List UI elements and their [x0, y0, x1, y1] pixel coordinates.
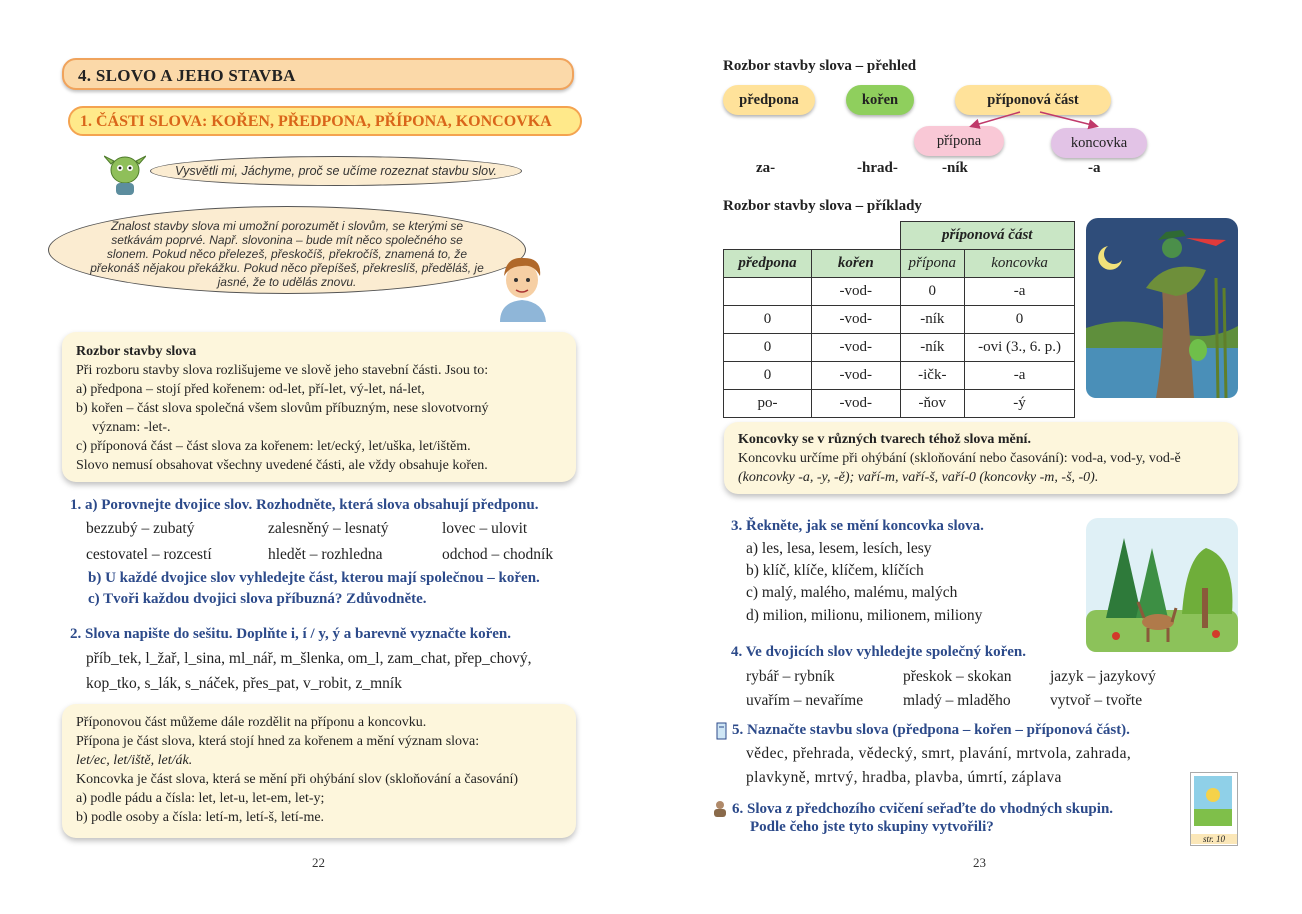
speech-bubble-answer: Znalost stavby slova mi umožní porozumět i slovům, se kterými se setkávám poprvé. Např. slovonina – bude mít něco společného se slonem. Pokud něco přelezeš, přeskočíš, překročíš, znamená to, že překonáš nějakou překážku. Pokud něco přepíšeš, překreslíš, předěláš, je jasné, že to udělás znovu. [48, 206, 526, 294]
table-cell: 0 [724, 306, 812, 334]
boy-character-image [490, 250, 554, 322]
pill-prefix: předpona [723, 85, 815, 115]
card-line: c) příponová část – část slova za kořenem: let/ecký, let/uška, let/ištěm. [76, 439, 471, 454]
word-pair: bezzubý – zubatý [86, 520, 195, 537]
rule-card-suffix-ending [62, 704, 576, 838]
card-line: Koncovka je část slova, která se mění při ohýbání slov (skloňování a časování) [76, 772, 519, 787]
workbook-cover-icon [1191, 773, 1235, 829]
pill-suffix-part: příponová část [955, 85, 1111, 115]
card-line: b) kořen – část slova společná všem slovům příbuzným, nese slovotvorný [76, 401, 489, 416]
table-cell: 0 [724, 362, 812, 390]
table-row [724, 390, 1075, 418]
table-cell: -a [965, 278, 1075, 306]
exercise-5-words: vědec, přehrada, vědecký, smrt, plavání, mrtvola, zahrada, [746, 745, 1132, 762]
exercise-5-title: 5. Naznačte stavbu slova (předpona – kořen – příponová část). [732, 722, 1130, 738]
group-work-icon [712, 800, 728, 818]
page-number-right: 23 [973, 855, 986, 870]
table-cell: 0 [900, 278, 965, 306]
word-pair: zalesněný – lesnatý [268, 520, 389, 537]
split-arrows [960, 108, 1110, 132]
page-number-left: 22 [312, 855, 325, 870]
rule-card-endings [724, 422, 1238, 494]
workbook-page-label: str. 10 [1191, 834, 1237, 844]
exercise-3-item: b) klíč, klíče, klíčem, klíčích [746, 562, 924, 579]
card-line: Při rozboru stavby slova rozlišujeme ve slově jeho stavební části. Jsou to: [76, 363, 489, 378]
word-pair: vytvoř – tvořte [1050, 692, 1143, 709]
alien-character-image [104, 150, 146, 196]
table-cell: -ňov [900, 390, 965, 418]
table-header: předpona [724, 250, 812, 278]
exercise-6-title: 6. Slova z předchozího cvičení seřaďte do vhodných skupin. [732, 801, 1114, 817]
card-line: a) podle pádu a čísla: let, let-u, let-em, let-y; [76, 791, 325, 806]
word-structure-table [723, 221, 1075, 418]
card-line: b) podle osoby a čísla: letí-m, letí-š, letí-me. [76, 810, 325, 825]
exercise-2-words: kop_tko, s_lák, s_náček, přes_pat, v_robit, z_mník [86, 675, 402, 692]
word-pair: odchod – chodník [442, 546, 554, 563]
table-cell: -vod- [812, 362, 901, 390]
word-pair: mladý – mladěho [903, 692, 1011, 709]
pill-root: kořen [846, 85, 914, 115]
table-cell: -vod- [812, 278, 901, 306]
section-title: 1. ČÁSTI SLOVA: KOŘEN, PŘEDPONA, PŘÍPONA, KONCOVKA [68, 106, 582, 136]
pill-ending: koncovka [1051, 128, 1147, 158]
table-cell: -ník [900, 334, 965, 362]
table-header: přípona [900, 250, 965, 278]
card-line: Koncovky se v různých tvarech téhož slova mění. [738, 432, 1031, 447]
part-ending: -a [1088, 160, 1101, 176]
part-root: -hrad- [857, 160, 898, 176]
speech-bubble-question: Vysvětli mi, Jáchyme, proč se učíme rozeznat stavbu slov. [150, 156, 522, 186]
card-heading: Rozbor stavby slova [76, 344, 197, 359]
exercise-1a-title: 1. a) Porovnejte dvojice slov. Rozhodněte, která slova obsahují předponu. [70, 497, 539, 513]
exercise-1b: b) U každé dvojice slov vyhledejte část, kterou mají společnou – kořen. [88, 570, 540, 586]
exercise-1c: c) Tvoři každou dvojici slova příbuzná? Zdůvodněte. [88, 591, 427, 607]
table-cell: -vod- [812, 334, 901, 362]
word-pair: lovec – ulovit [442, 520, 528, 537]
word-pair: jazyk – jazykový [1050, 668, 1156, 685]
table-cell: 0 [724, 334, 812, 362]
rule-card-word-structure [62, 332, 576, 482]
table-cell: 0 [965, 306, 1075, 334]
chapter-title: 4. SLOVO A JEHO STAVBA [62, 58, 574, 90]
table-cell: -vod- [812, 306, 901, 334]
card-line: let/ec, let/iště, let/ák. [76, 753, 193, 768]
table-row [724, 306, 1075, 334]
table-cell: -ý [965, 390, 1075, 418]
exercise-2-title: 2. Slova napište do sešitu. Doplňte i, í / y, ý a barevně vyznačte kořen. [70, 626, 511, 642]
workbook-reference [1190, 772, 1238, 846]
table-row [724, 334, 1075, 362]
exercise-3-title: 3. Řekněte, jak se mění koncovka slova. [731, 518, 984, 534]
examples-title: Rozbor stavby slova – příklady [723, 198, 922, 214]
part-prefix: za- [756, 160, 776, 176]
overview-title: Rozbor stavby slova – přehled [723, 58, 917, 74]
exercise-3-item: c) malý, malého, malému, malých [746, 584, 958, 601]
table-cell: po- [724, 390, 812, 418]
exercise-5-words: plavkyně, mrtvý, hradba, plavba, úmrtí, záplava [746, 769, 1062, 786]
notebook-icon [716, 722, 728, 740]
exercise-3-item: a) les, lesa, lesem, lesích, lesy [746, 540, 932, 557]
card-line: (koncovky -a, -y, -ě); vaří-m, vaří-š, vaří-0 (koncovky -m, -š, -0). [738, 470, 1099, 485]
table-header: kořen [812, 250, 901, 278]
card-line: význam: -let-. [92, 420, 171, 435]
exercise-3-item: d) milion, milionu, milionem, miliony [746, 607, 983, 624]
table-cell: -ník [900, 306, 965, 334]
card-line: Koncovku určíme při ohýbání (skloňování nebo časování): vod-a, vod-y, vod-ě [738, 451, 1181, 466]
part-suffix: -ník [942, 160, 968, 176]
table-cell: -ovi (3., 6. p.) [965, 334, 1075, 362]
table-cell: -ičk- [900, 362, 965, 390]
table-header: koncovka [965, 250, 1075, 278]
table-row [724, 278, 1075, 306]
table-row [724, 362, 1075, 390]
word-pair: přeskok – skokan [903, 668, 1012, 685]
forest-deer-illustration [1086, 518, 1238, 652]
table-group-header: příponová část [900, 222, 1075, 250]
water-goblin-illustration [1086, 218, 1238, 398]
exercise-4-title: 4. Ve dvojicích slov vyhledejte společný kořen. [731, 644, 1026, 660]
pill-suffix: přípona [914, 126, 1004, 156]
card-line: Příponovou část můžeme dále rozdělit na příponu a koncovku. [76, 715, 427, 730]
word-pair: uvařím – nevaříme [746, 692, 864, 709]
card-line: a) předpona – stojí před kořenem: od-let, pří-let, vý-let, ná-let, [76, 382, 425, 397]
card-line: Přípona je část slova, která stojí hned za kořenem a mění význam slova: [76, 734, 480, 749]
table-cell: -vod- [812, 390, 901, 418]
exercise-2-words: příb_tek, l_žař, l_sina, ml_nář, m_šlenka, om_l, zam_chat, přep_chový, [86, 650, 532, 667]
word-pair: rybář – rybník [746, 668, 835, 685]
card-line: Slovo nemusí obsahovat všechny uvedené části, ale vždy obsahuje kořen. [76, 458, 488, 473]
word-pair: cestovatel – rozcestí [86, 546, 212, 563]
table-cell: -a [965, 362, 1075, 390]
word-pair: hledět – rozhledna [268, 546, 383, 563]
exercise-6-question: Podle čeho jste tyto skupiny vytvořili? [750, 819, 994, 835]
table-cell [724, 278, 812, 306]
